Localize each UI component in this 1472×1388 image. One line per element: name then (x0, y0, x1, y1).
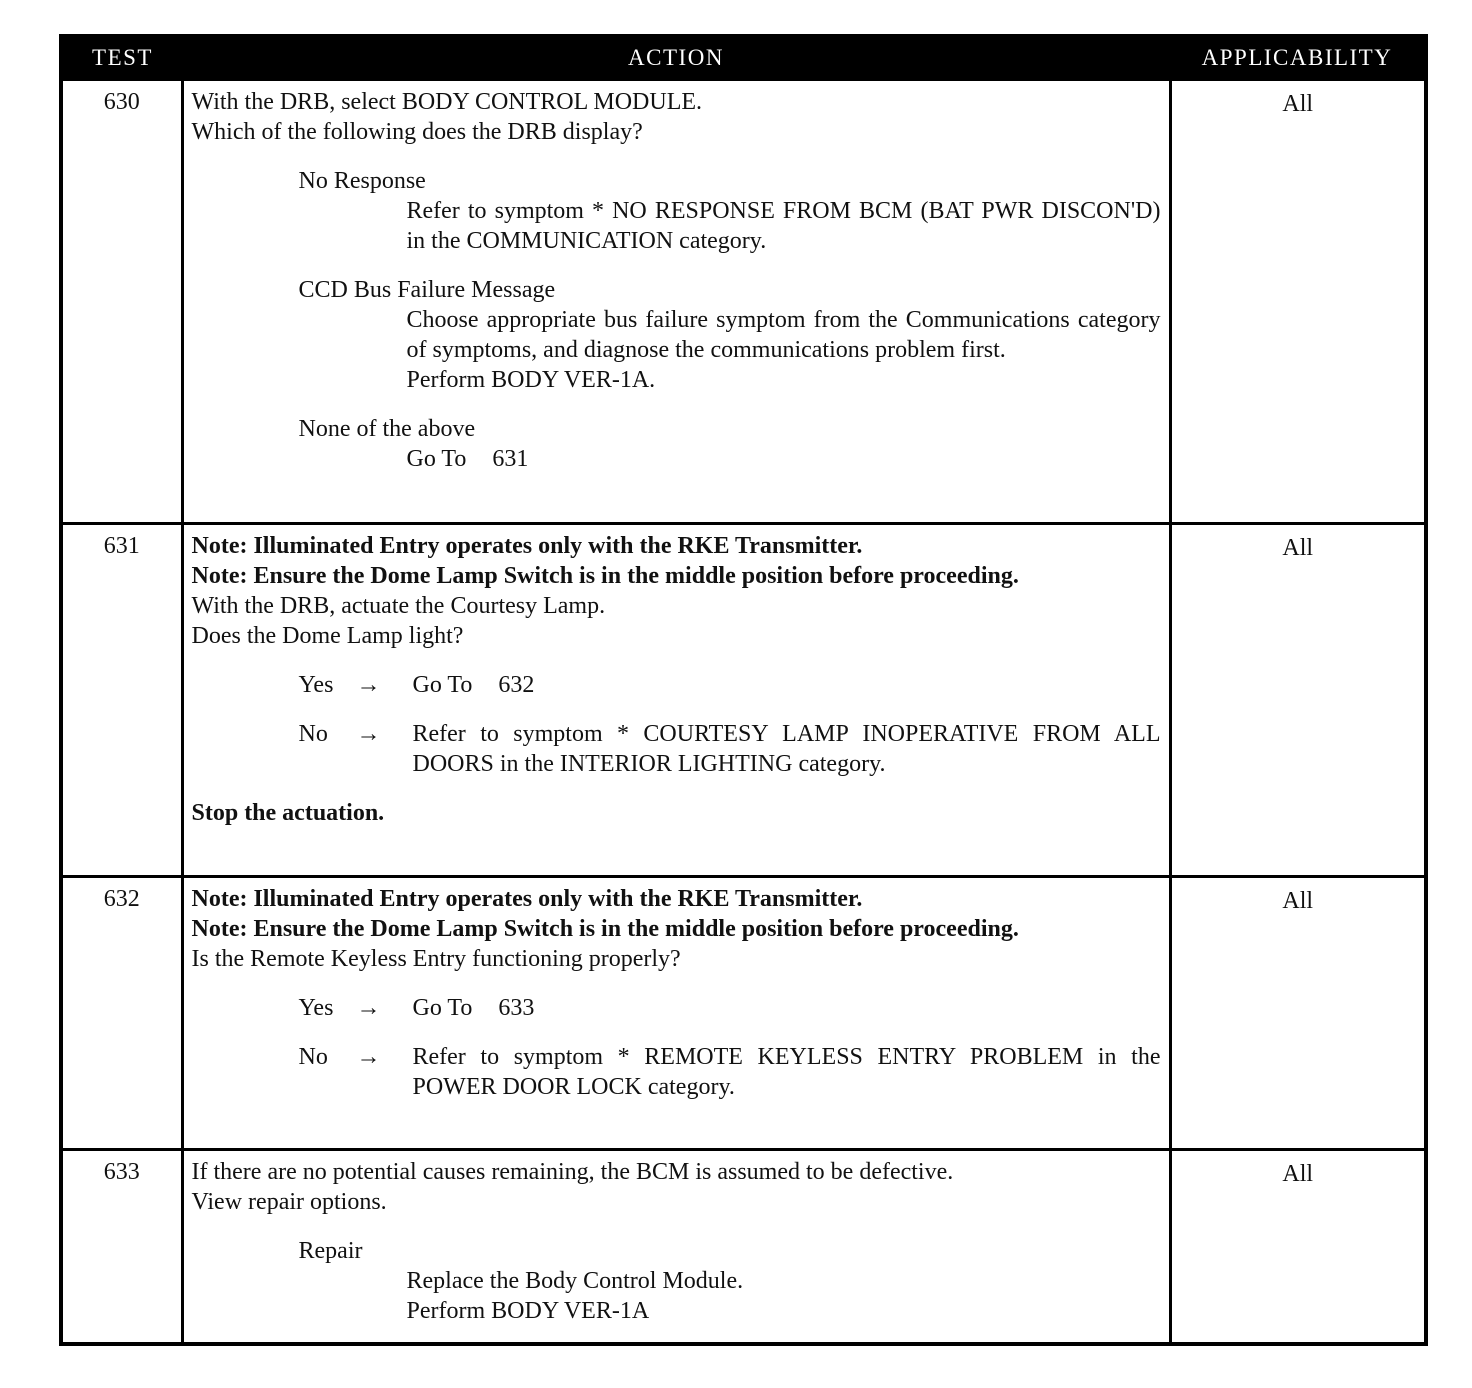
applicability-value: All (1170, 877, 1426, 1150)
action-text: View repair options. (191, 1189, 387, 1215)
option-label: None of the above (298, 416, 476, 442)
header-test: TEST (61, 36, 182, 80)
option-result: Perform BODY VER-1A. (406, 367, 656, 393)
test-number: 631 (61, 524, 182, 877)
arrow-icon: → (356, 1044, 381, 1070)
table-row (61, 1150, 1426, 1345)
option-result: Replace the Body Control Module. (406, 1268, 744, 1294)
applicability-value: All (1170, 524, 1426, 877)
option-label: No Response (298, 168, 426, 194)
arrow-icon: → (356, 721, 381, 747)
answer-key: Yes (298, 995, 334, 1021)
header-action: ACTION (182, 36, 1170, 80)
goto-text: Go To (412, 995, 473, 1021)
goto-number: 633 (498, 995, 535, 1021)
applicability-value: All (1170, 1150, 1426, 1345)
action-text: With the DRB, select BODY CONTROL MODULE. (191, 89, 703, 115)
action-cell (182, 877, 1170, 1150)
answer-key: Yes (298, 672, 334, 698)
applicability-value: All (1170, 80, 1426, 524)
answer-key: No (298, 1044, 328, 1070)
arrow-icon: → (356, 672, 381, 698)
goto-number: 632 (498, 672, 535, 698)
diagnostic-table-frame (59, 34, 1424, 1346)
header-row (61, 36, 1426, 80)
goto-number: 631 (492, 446, 529, 472)
test-number: 632 (61, 877, 182, 1150)
note-text: Note: Ensure the Dome Lamp Switch is in the middle position before proceeding. (191, 916, 1019, 942)
action-cell (182, 80, 1170, 524)
option-result: Choose appropriate bus failure symptom from the Communications category of symptoms, and diagnose the communications problem first. (406, 307, 1161, 363)
goto-link (192, 444, 1161, 474)
answer-yes (192, 993, 1161, 1023)
header-applicability: APPLICABILITY (1170, 36, 1426, 80)
note-text: Note: Illuminated Entry operates only with the RKE Transmitter. (191, 886, 863, 912)
answer-result (413, 993, 1161, 1023)
test-number: 633 (61, 1150, 182, 1345)
note-text: Note: Ensure the Dome Lamp Switch is in the middle position before proceeding. (191, 563, 1019, 589)
arrow-icon: → (356, 995, 381, 1021)
goto-text: Go To (406, 446, 467, 472)
answer-no (192, 719, 1161, 779)
answer-key: No (298, 721, 328, 747)
option-label: CCD Bus Failure Message (298, 277, 556, 303)
option-label: Repair (298, 1238, 363, 1264)
option-result: Perform BODY VER-1A (406, 1298, 650, 1324)
action-text: Which of the following does the DRB display? (191, 119, 643, 145)
goto-text: Go To (412, 672, 473, 698)
answer-no (192, 1042, 1161, 1102)
action-text: If there are no potential causes remaining, the BCM is assumed to be defective. (191, 1159, 954, 1185)
table-row (61, 80, 1426, 524)
option-result: Refer to symptom * NO RESPONSE FROM BCM (BAT PWR DISCON'D) in the COMMUNICATION category. (406, 198, 1161, 254)
action-text: With the DRB, actuate the Courtesy Lamp. (191, 593, 606, 619)
action-cell (182, 524, 1170, 877)
table-row (61, 877, 1426, 1150)
test-number: 630 (61, 80, 182, 524)
action-text: Is the Remote Keyless Entry functioning properly? (191, 946, 681, 972)
action-cell (182, 1150, 1170, 1345)
action-text: Does the Dome Lamp light? (191, 623, 464, 649)
table-row (61, 524, 1426, 877)
answer-result (413, 670, 1161, 700)
footer-text: Stop the actuation. (191, 800, 385, 826)
diagnostic-table (59, 34, 1428, 1346)
answer-yes (192, 670, 1161, 700)
note-text: Note: Illuminated Entry operates only with the RKE Transmitter. (191, 533, 863, 559)
answer-result: Refer to symptom * REMOTE KEYLESS ENTRY PROBLEM in the POWER DOOR LOCK category. (412, 1044, 1161, 1100)
answer-result: Refer to symptom * COURTESY LAMP INOPERATIVE FROM ALL DOORS in the INTERIOR LIGHTING category. (412, 721, 1161, 777)
